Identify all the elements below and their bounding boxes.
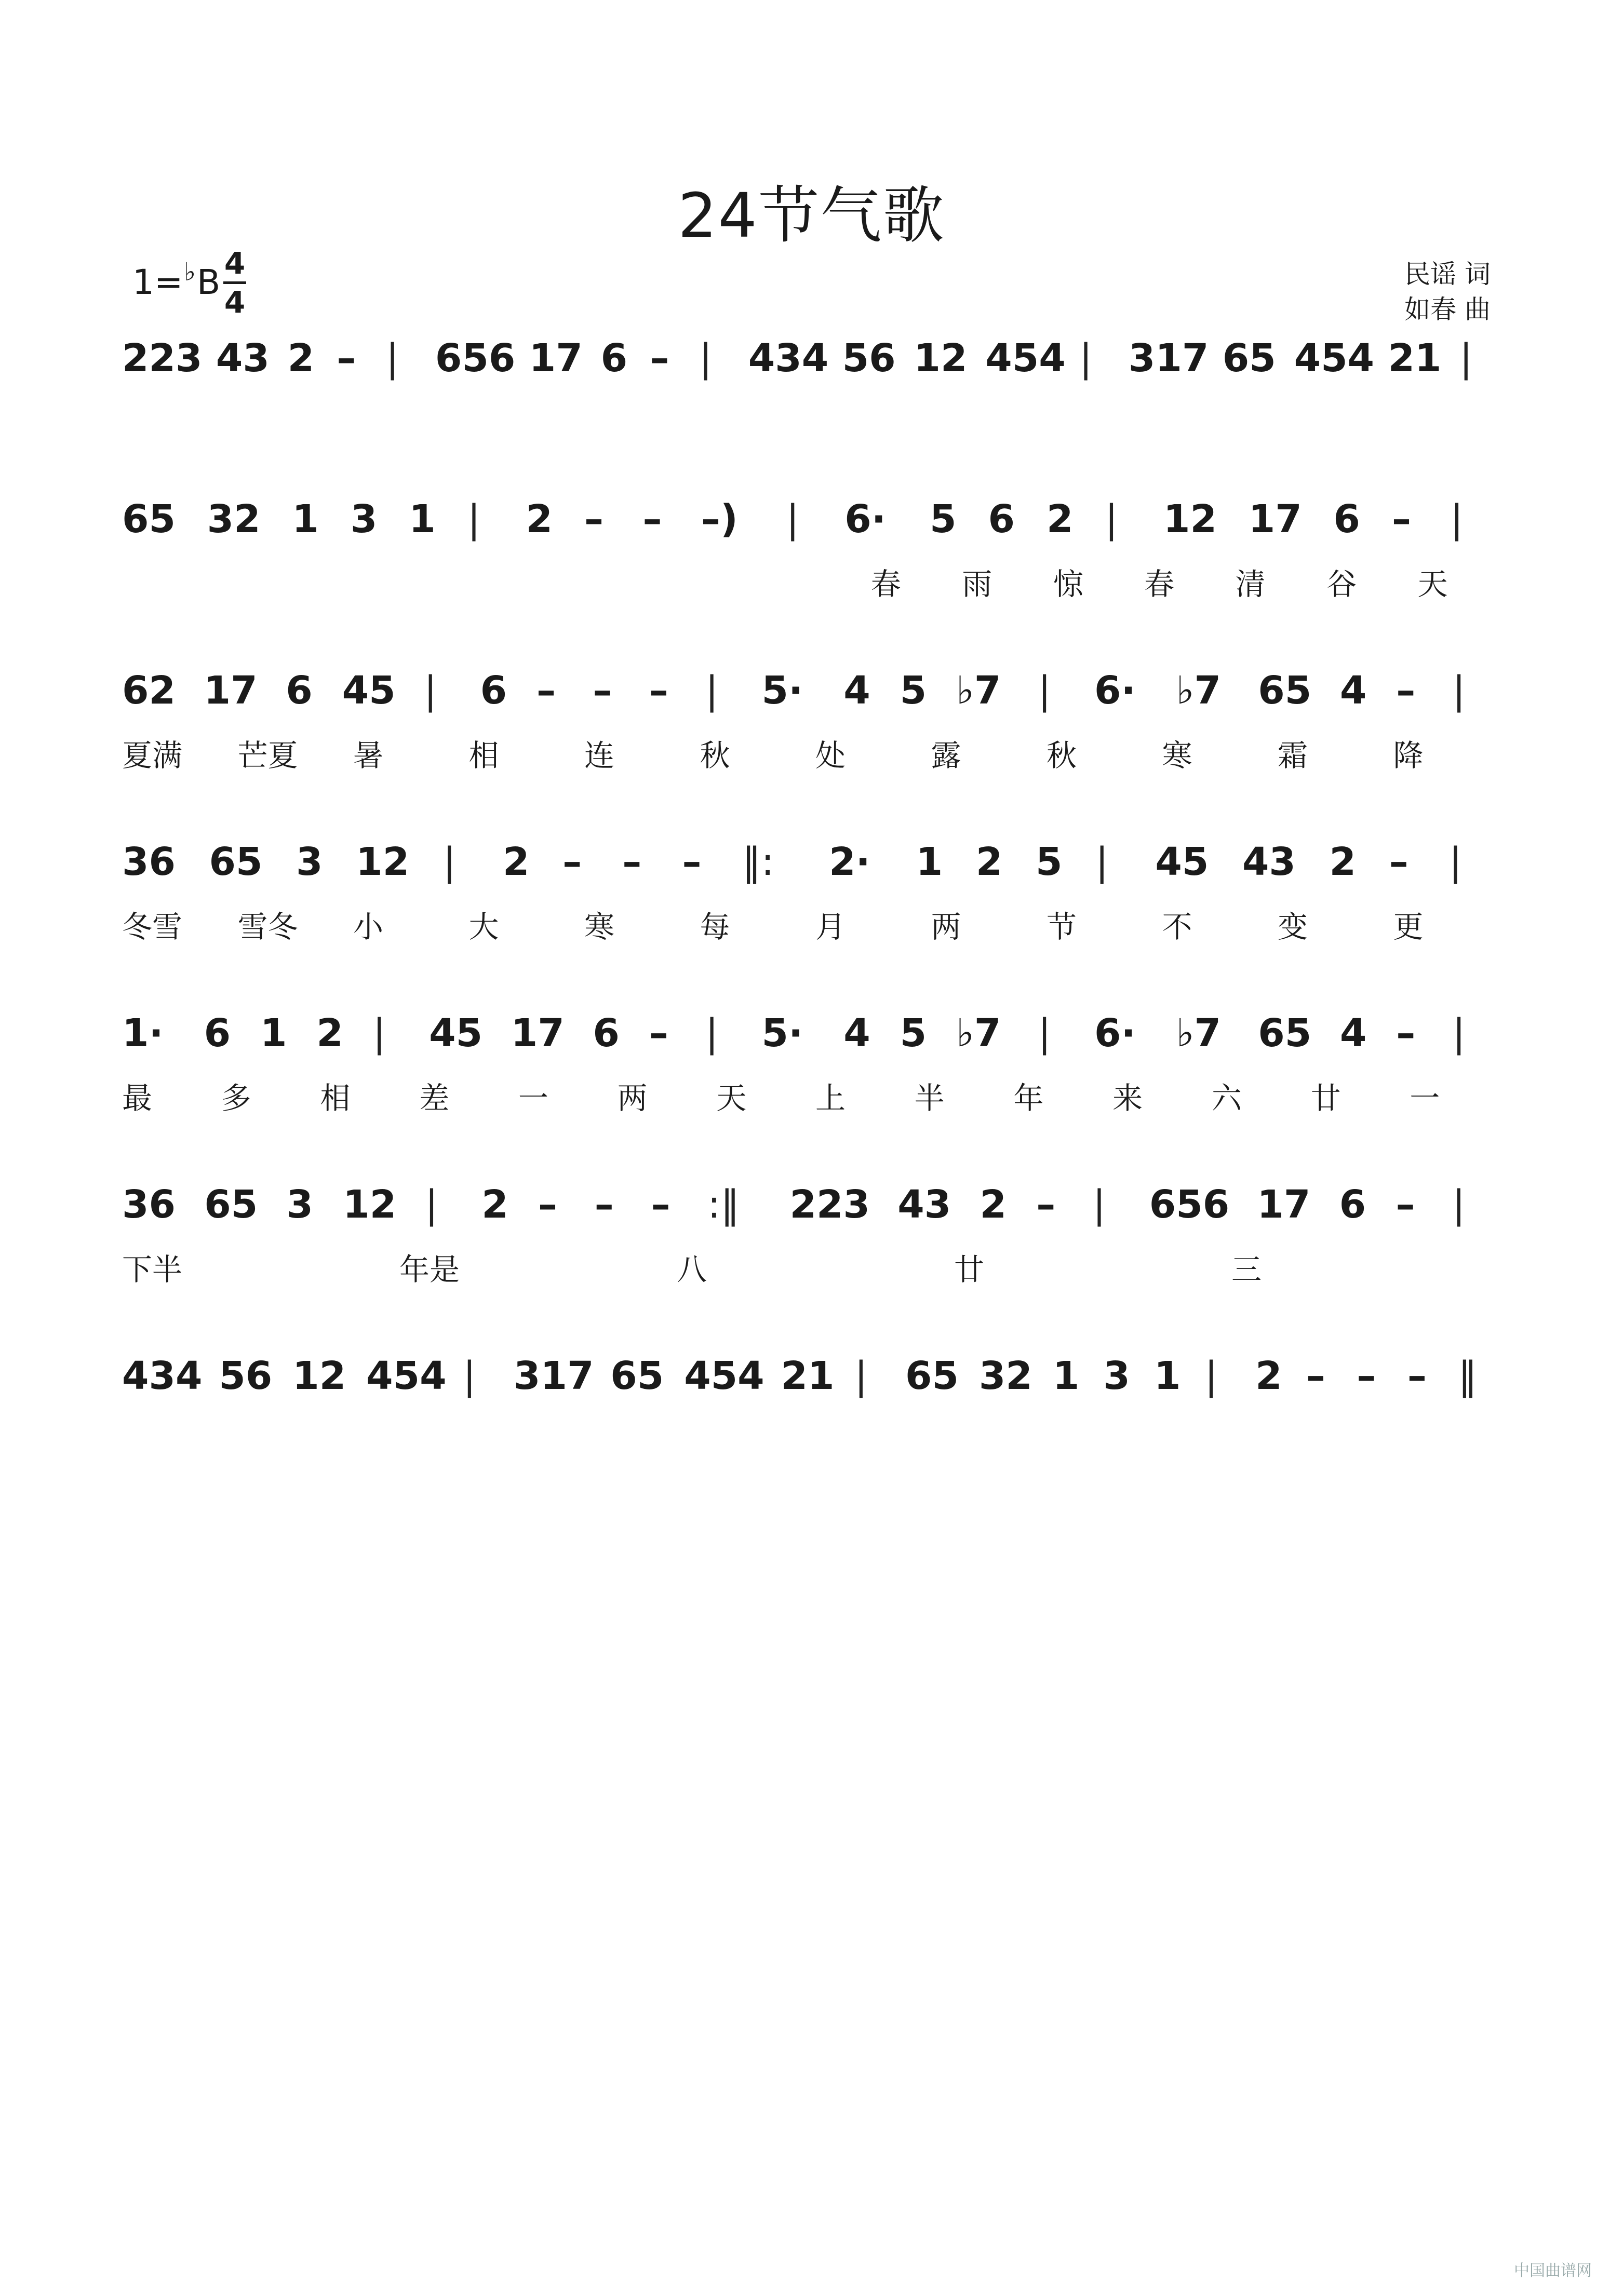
note-group: 1 bbox=[1153, 1354, 1181, 1398]
note-group: 2· bbox=[829, 840, 870, 884]
lyric-syllable: 八 bbox=[677, 1252, 707, 1287]
lyric-syllable: 多 bbox=[221, 1081, 251, 1116]
note-group: 5 bbox=[1036, 840, 1063, 884]
note-group: 65 bbox=[1222, 336, 1276, 381]
lyric-syllable: 差 bbox=[419, 1081, 450, 1116]
note-group: 3 bbox=[296, 840, 323, 884]
note-group: 2 bbox=[1255, 1354, 1282, 1398]
note-group: 1 bbox=[292, 497, 319, 542]
lyric-row bbox=[122, 1249, 1509, 1290]
note-group: 12 bbox=[356, 840, 410, 884]
lyric-syllable: 节 bbox=[1047, 909, 1077, 944]
note-group: ♭7 bbox=[1176, 668, 1221, 713]
lyric-syllable: 降 bbox=[1393, 738, 1424, 773]
note-row bbox=[122, 659, 1509, 722]
key-signature bbox=[132, 260, 220, 300]
note-group: 65 bbox=[209, 840, 263, 884]
note-group: 454 bbox=[366, 1354, 447, 1398]
note-group: – bbox=[682, 840, 702, 884]
note-group: 656 bbox=[435, 336, 516, 381]
lyric-syllable: 廿 bbox=[954, 1252, 985, 1287]
repeat-barline: ‖ bbox=[1458, 1354, 1478, 1398]
score-line bbox=[122, 1173, 1509, 1298]
lyric-syllable: 惊 bbox=[1053, 566, 1083, 602]
score-line bbox=[122, 327, 1509, 452]
note-group: – bbox=[562, 840, 582, 884]
note-group: 6· bbox=[1094, 1011, 1136, 1056]
note-group: 65 bbox=[610, 1354, 664, 1398]
note-group: 6 bbox=[1333, 497, 1360, 542]
note-group: 2 bbox=[1329, 840, 1356, 884]
note-group: 45 bbox=[1155, 840, 1209, 884]
note-group: 6 bbox=[1339, 1182, 1366, 1227]
note-group: 5· bbox=[761, 1011, 803, 1056]
note-group: 223 bbox=[122, 336, 203, 381]
note-group: 36 bbox=[122, 840, 176, 884]
note-group: 317 bbox=[513, 1354, 594, 1398]
barline: | bbox=[463, 1354, 476, 1398]
lyric-syllable: 天 bbox=[716, 1081, 747, 1116]
note-group: – bbox=[538, 1182, 557, 1227]
lyric-row bbox=[122, 735, 1509, 776]
lyric-syllable: 一 bbox=[518, 1081, 548, 1116]
barline: | bbox=[1452, 1182, 1466, 1227]
lyric-syllable: 月 bbox=[815, 909, 846, 944]
barline: | bbox=[1448, 840, 1462, 884]
note-group: – bbox=[651, 1182, 670, 1227]
lyric-syllable: 不 bbox=[1162, 909, 1192, 944]
note-group: 2 bbox=[316, 1011, 343, 1056]
lyric-row bbox=[122, 906, 1509, 948]
note-group: – bbox=[594, 1182, 614, 1227]
note-group: 6· bbox=[844, 497, 886, 542]
note-group: 6 bbox=[286, 668, 313, 713]
note-group: – bbox=[1396, 1011, 1416, 1056]
lyric-syllable: 两 bbox=[931, 909, 961, 944]
note-group: 17 bbox=[529, 336, 583, 381]
key-prefix: 1= bbox=[132, 262, 183, 302]
lyric-syllable: 处 bbox=[815, 738, 846, 773]
barline: | bbox=[705, 668, 719, 713]
note-group: – bbox=[649, 1011, 668, 1056]
note-group: 12 bbox=[914, 336, 968, 381]
note-group: 45 bbox=[342, 668, 396, 713]
lyric-syllable: 雪冬 bbox=[237, 909, 298, 944]
note-group: – bbox=[1396, 668, 1416, 713]
note-group: 6 bbox=[480, 668, 507, 713]
lyric-syllable: 来 bbox=[1112, 1081, 1143, 1116]
lyric-syllable: 一 bbox=[1410, 1081, 1440, 1116]
note-group: 32 bbox=[207, 497, 261, 542]
note-group: 2 bbox=[502, 840, 530, 884]
barline: | bbox=[1093, 1182, 1106, 1227]
note-group: ♭7 bbox=[956, 668, 1001, 713]
lyric-syllable: 上 bbox=[815, 1081, 846, 1116]
note-group: 1· bbox=[122, 1011, 164, 1056]
note-group: 454 bbox=[1294, 336, 1375, 381]
site-watermark: 中国曲谱网 bbox=[1514, 2262, 1592, 2280]
barline: | bbox=[1105, 497, 1118, 542]
barline: | bbox=[425, 1182, 438, 1227]
barline: | bbox=[467, 497, 480, 542]
lyric-syllable: 秋 bbox=[700, 738, 730, 773]
score-line bbox=[122, 831, 1509, 955]
note-group: 65 bbox=[1258, 1011, 1312, 1056]
page-title: 24节气歌 bbox=[678, 180, 945, 251]
composer-credit: 如春 曲 bbox=[1404, 294, 1491, 325]
lyric-syllable: 霜 bbox=[1278, 738, 1308, 773]
lyric-syllable: 最 bbox=[122, 1081, 153, 1116]
note-group: – bbox=[1407, 1354, 1427, 1398]
lyric-syllable: 相 bbox=[468, 738, 499, 773]
note-group: 2 bbox=[526, 497, 553, 542]
key-note: B bbox=[196, 262, 221, 302]
note-group: 32 bbox=[978, 1354, 1032, 1398]
note-group: 2 bbox=[287, 336, 315, 381]
note-group: 2 bbox=[481, 1182, 508, 1227]
note-group: 65 bbox=[905, 1354, 959, 1398]
barline: | bbox=[1038, 668, 1051, 713]
lyric-syllable: 连 bbox=[584, 738, 615, 773]
note-row bbox=[122, 327, 1509, 389]
note-group: 1 bbox=[1052, 1354, 1080, 1398]
note-group: 17 bbox=[204, 668, 258, 713]
barline: | bbox=[705, 1011, 719, 1056]
lyric-syllable: 六 bbox=[1211, 1081, 1242, 1116]
note-group: 6· bbox=[1094, 668, 1136, 713]
note-group: 454 bbox=[684, 1354, 764, 1398]
barline: | bbox=[372, 1011, 386, 1056]
lyric-syllable: 大 bbox=[468, 909, 499, 944]
note-group: 434 bbox=[122, 1354, 203, 1398]
note-group: 1 bbox=[260, 1011, 287, 1056]
note-group: 3 bbox=[350, 497, 378, 542]
time-signature bbox=[223, 246, 246, 320]
note-group: 3 bbox=[1103, 1354, 1130, 1398]
note-group: 21 bbox=[1388, 336, 1442, 381]
score-line bbox=[122, 488, 1509, 613]
note-group: 5 bbox=[900, 1011, 927, 1056]
note-group: 6 bbox=[600, 336, 628, 381]
barline: | bbox=[1204, 1354, 1218, 1398]
lyric-syllable: 半 bbox=[914, 1081, 945, 1116]
barline: | bbox=[1452, 668, 1466, 713]
note-group: – bbox=[1389, 840, 1409, 884]
lyric-syllable: 清 bbox=[1235, 566, 1266, 602]
lyric-syllable: 谷 bbox=[1326, 566, 1357, 602]
score-line bbox=[122, 1002, 1509, 1127]
note-group: 317 bbox=[1128, 336, 1209, 381]
score-line bbox=[122, 659, 1509, 784]
barline: | bbox=[699, 336, 712, 381]
lyric-syllable: 两 bbox=[617, 1081, 648, 1116]
note-group: 6 bbox=[204, 1011, 231, 1056]
note-group: – bbox=[649, 668, 668, 713]
lyric-syllable: 廿 bbox=[1310, 1081, 1341, 1116]
barline: | bbox=[1450, 497, 1464, 542]
lyric-syllable: 年是 bbox=[399, 1252, 460, 1287]
note-group: – bbox=[584, 497, 603, 542]
note-row bbox=[122, 1345, 1509, 1407]
note-group: 5 bbox=[900, 668, 927, 713]
note-group: 223 bbox=[789, 1182, 870, 1227]
note-group: 4 bbox=[1339, 1011, 1367, 1056]
note-group: 454 bbox=[985, 336, 1066, 381]
note-group: 1 bbox=[916, 840, 943, 884]
lyric-syllable: 每 bbox=[700, 909, 730, 944]
note-group: 5 bbox=[929, 497, 957, 542]
note-group: 12 bbox=[343, 1182, 397, 1227]
barline: | bbox=[442, 840, 456, 884]
lyric-syllable: 春 bbox=[1144, 566, 1175, 602]
note-group: 656 bbox=[1149, 1182, 1230, 1227]
note-group: – bbox=[650, 336, 669, 381]
lyric-syllable: 秋 bbox=[1047, 738, 1077, 773]
note-row bbox=[122, 488, 1509, 550]
lyric-syllable: 小 bbox=[353, 909, 384, 944]
note-group: 4 bbox=[1339, 668, 1367, 713]
lyric-row bbox=[122, 1077, 1509, 1119]
note-group: –) bbox=[701, 497, 738, 542]
lyric-syllable: 相 bbox=[320, 1081, 351, 1116]
note-group: 65 bbox=[122, 497, 176, 542]
note-group: – bbox=[1357, 1354, 1376, 1398]
barline: | bbox=[1459, 336, 1473, 381]
note-group: – bbox=[1036, 1182, 1056, 1227]
note-group: – bbox=[1391, 497, 1411, 542]
lyric-syllable: 年 bbox=[1013, 1081, 1044, 1116]
barline: | bbox=[1452, 1011, 1466, 1056]
barline: | bbox=[386, 336, 399, 381]
lyric-syllable: 寒 bbox=[1162, 738, 1192, 773]
repeat-barline: ‖: bbox=[742, 840, 774, 884]
barline: | bbox=[786, 497, 799, 542]
barline: | bbox=[1079, 336, 1093, 381]
barline: | bbox=[1095, 840, 1109, 884]
lyric-syllable: 三 bbox=[1231, 1252, 1262, 1287]
lyric-syllable: 天 bbox=[1417, 566, 1448, 602]
barline: | bbox=[854, 1354, 868, 1398]
note-group: – bbox=[1396, 1182, 1415, 1227]
lyricist-credit: 民谣 词 bbox=[1404, 259, 1491, 289]
note-group: 2 bbox=[1047, 497, 1074, 542]
note-group: 2 bbox=[980, 1182, 1007, 1227]
note-group: 17 bbox=[1248, 497, 1302, 542]
note-group: 2 bbox=[975, 840, 1003, 884]
note-group: 4 bbox=[843, 668, 870, 713]
barline: | bbox=[424, 668, 437, 713]
note-row bbox=[122, 1173, 1509, 1236]
note-row bbox=[122, 1002, 1509, 1064]
note-group: – bbox=[1306, 1354, 1325, 1398]
note-group: – bbox=[536, 668, 556, 713]
note-group: 43 bbox=[897, 1182, 951, 1227]
lyric-syllable: 暑 bbox=[353, 738, 384, 773]
repeat-barline: :‖ bbox=[707, 1182, 740, 1227]
note-group: 12 bbox=[1163, 497, 1217, 542]
note-group: – bbox=[622, 840, 642, 884]
time-denominator: 4 bbox=[224, 285, 246, 320]
note-group: 56 bbox=[219, 1354, 273, 1398]
note-group: – bbox=[337, 336, 356, 381]
time-divider bbox=[223, 281, 246, 284]
note-group: 56 bbox=[842, 336, 896, 381]
lyric-syllable: 夏满 bbox=[122, 738, 183, 773]
note-group: 62 bbox=[122, 668, 176, 713]
note-group: 434 bbox=[748, 336, 829, 381]
lyric-syllable: 变 bbox=[1278, 909, 1308, 944]
note-group: 45 bbox=[429, 1011, 483, 1056]
time-numerator: 4 bbox=[224, 246, 246, 281]
note-group: ♭7 bbox=[956, 1011, 1001, 1056]
note-group: 6 bbox=[593, 1011, 620, 1056]
note-group: 12 bbox=[292, 1354, 346, 1398]
lyric-syllable: 下半 bbox=[122, 1252, 183, 1287]
lyric-syllable: 露 bbox=[931, 738, 961, 773]
note-group: 21 bbox=[781, 1354, 835, 1398]
note-group: 4 bbox=[843, 1011, 870, 1056]
lyric-syllable: 芒夏 bbox=[237, 738, 298, 773]
flat-sign: ♭ bbox=[184, 258, 196, 287]
note-group: 1 bbox=[409, 497, 436, 542]
note-group: – bbox=[593, 668, 612, 713]
note-group: 43 bbox=[1242, 840, 1296, 884]
note-group: ♭7 bbox=[1176, 1011, 1221, 1056]
lyric-row bbox=[122, 563, 1509, 605]
note-group: 65 bbox=[204, 1182, 258, 1227]
lyric-syllable: 冬雪 bbox=[122, 909, 183, 944]
note-row bbox=[122, 831, 1509, 893]
note-group: – bbox=[642, 497, 662, 542]
note-group: 65 bbox=[1258, 668, 1312, 713]
lyric-syllable: 春 bbox=[870, 566, 901, 602]
note-group: 6 bbox=[988, 497, 1015, 542]
score-line bbox=[122, 1345, 1509, 1469]
note-group: 3 bbox=[286, 1182, 313, 1227]
note-group: 17 bbox=[1257, 1182, 1311, 1227]
barline: | bbox=[1038, 1011, 1051, 1056]
lyric-syllable: 更 bbox=[1393, 909, 1424, 944]
note-group: 17 bbox=[511, 1011, 565, 1056]
lyric-syllable: 寒 bbox=[584, 909, 615, 944]
note-group: 36 bbox=[122, 1182, 176, 1227]
note-group: 5· bbox=[761, 668, 803, 713]
lyric-syllable: 雨 bbox=[962, 566, 992, 602]
note-group: 43 bbox=[216, 336, 270, 381]
